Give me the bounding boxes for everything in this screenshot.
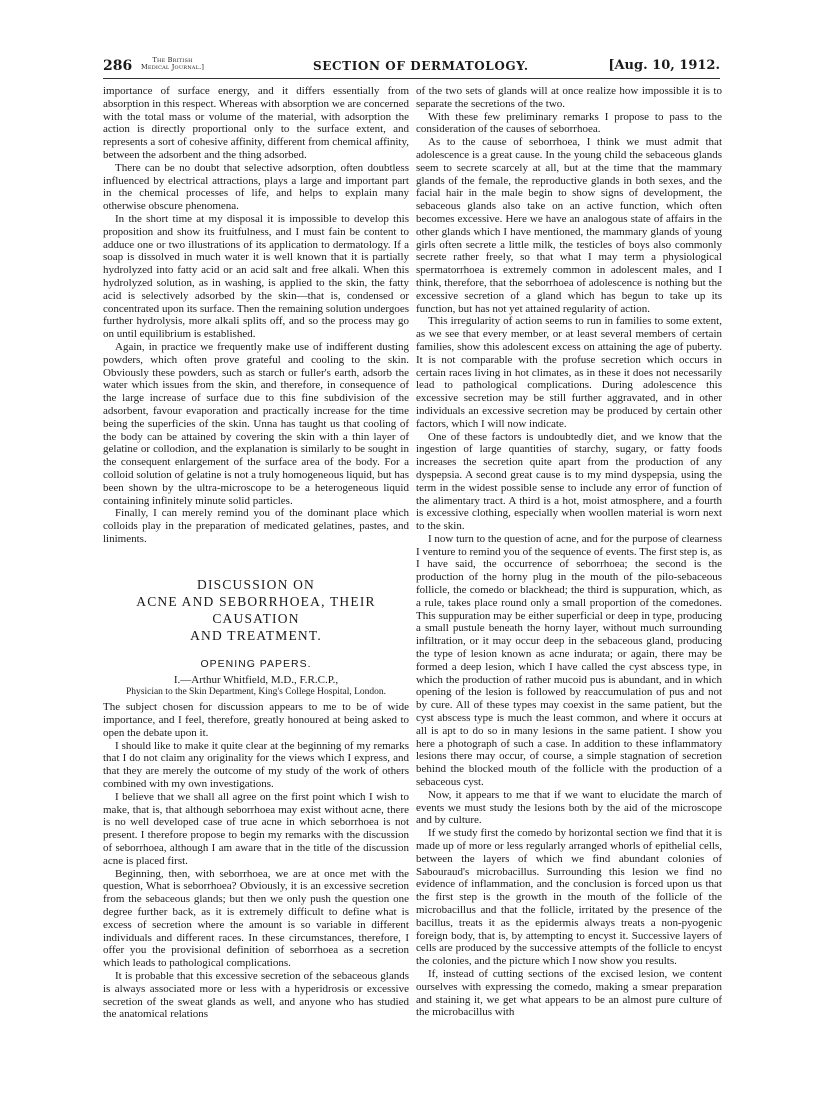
- paragraph: One of these factors is undoubtedly diet, and we know that the ingestion of large quantities of starchy, sugary, or fatty foods increases the secretion quite apart from the production of any dyspepsia. A second great cause is to my mind dyspepsia, using the term in the widest possible sense to include any error of function of the alimentary tract. A third is a hot, moist atmosphere, and a fourth is excessive clothing, especially when woollen material is worn next to the skin.: [416, 430, 722, 533]
- author-name: I.—Arthur Whitfield, M.D., F.R.C.P.,: [173, 674, 339, 687]
- page-header: [103, 58, 720, 80]
- paragraph: The subject chosen for discussion appears to me to be of wide importance, and I feel, therefore, greatly honoured at being asked to open the debate upon it.: [103, 701, 409, 739]
- author-affiliation: Physician to the Skin Department, King's College Hospital, London.: [125, 687, 387, 698]
- section-title: SECTION OF DERMATOLOGY.: [313, 59, 529, 73]
- heading-line: DISCUSSION ON: [197, 576, 315, 592]
- header-rule: [103, 78, 720, 79]
- left-column: [103, 85, 409, 1021]
- right-column: [416, 85, 722, 1019]
- journal-name-line2: Medical Journal.]: [141, 63, 205, 71]
- paragraph: If, instead of cutting sections of the excised lesion, we content ourselves with expressing the comedo, making a smear preparation and staining it, we get what appears to be an almost pure culture of the microbacillus with: [416, 967, 722, 1019]
- paragraph: I believe that we shall all agree on the first point which I wish to make, that is, that although seborrhoea may exist without acne, there is no well developed case of true acne in which seborrhoea is not present. I therefore propose to begin my remarks with the discussion of seborrhoea, although I am aware that in the title of the discussion acne is placed first.: [103, 790, 409, 867]
- paragraph: Again, in practice we frequently make use of indifferent dusting powders, which often prove grateful and cooling to the skin. Obviously these powders, such as starch or fuller's earth, adsorb the water which issues from the skin, and therefore, in consequence of the large increase of surface due to this fine subdivision of the adsorbent, favour evaporation and practically increase for the time being the superficies of the skin. Unna has taught us that cooling of the body can be attained by covering the skin with a thin layer of gelatine or collodion, and the explanation is similarly to be sought in the consequent enlargement of the surface area of the body. For a colloid solution of gelatine is not a truly homogeneous liquid, but has been shown by the ultra-microscope to be a heterogeneous liquid containing infinitely minute solid particles.: [103, 340, 409, 507]
- opening-papers-subheading: OPENING PAPERS.: [200, 657, 312, 670]
- paragraph: In the short time at my disposal it is impossible to develop this proposition and show its fruitfulness, and I must fain be content to adduce one or two illustrations of its application to dermatology. If a soap is dissolved in much water it is well known that it is partially hydrolyzed into fatty acid or an acid salt and free alkali. When this hydrolyzed solution, as in washing, is applied to the skin, the fatty acid is selectively adsorbed by the skin—that is, condensed or concentrated upon its surface. Then the remaining solution undergoes further hydrolysis, more alkali splits off, and so the process may go on until equilibrium is established.: [103, 212, 409, 341]
- journal-name-line1: The British: [152, 56, 193, 64]
- discussion-heading: [103, 576, 409, 644]
- paragraph: of the two sets of glands will at once realize how impossible it is to separate the secretions of the two.: [416, 85, 722, 110]
- heading-line: AND TREATMENT.: [190, 627, 322, 643]
- paragraph: If we study first the comedo by horizontal section we find that it is made up of more or less regularly arranged whorls of epithelial cells, between the layers of which we find abundant colonies of Sabouraud's microbacillus. Surrounding this lesion we find no evidence of inflammation, and the conclusion is forced upon us that the first step is the growth in the mouth of the follicle of the microbacillus and that the follicle, irritated by the presence of the bacillus, treats it as the epidermis always treats a non-pyogenic foreign body, that is, by attempting to encyst it. Successive layers of cells are produced by the successive attempts of the follicle to encyst the colonies, and the picture which I now show you results.: [416, 827, 722, 968]
- paragraph: It is probable that this excessive secretion of the sebaceous glands is always associated more or less with a hyperidrosis or excessive secretion of the sweat glands as well, and anyone who has studied the anatomical relations: [103, 970, 409, 1021]
- heading-line: ACNE AND SEBORRHOEA, THEIR CAUSATION: [136, 593, 376, 626]
- paragraph: As to the cause of seborrhoea, I think we must admit that adolescence is a great cause. In the young child the sebaceous glands seem to secrete scarcely at all, but at the time that the mammary glands of the female, the reproductive glands in both sexes, and the facial hair in the male begin to show signs of development, the sebaceous glands also take on an active function, which often becomes excessive. Here we have an analogous state of affairs in the other glands which I have mentioned, the mammary glands of young girls often secrete a little milk, the testicles of boys also commonly secrete rather freely, so that what I may term a physiological spermatorrhoea is extremely common in adolescent males, and I think, therefore, that the seborrhoea of adolescence is nothing but the excessive secretion of a gland which has begun to take up its function, but has not yet attained regularity of action.: [416, 136, 722, 315]
- paragraph: There can be no doubt that selective adsorption, often doubtless influenced by electrical attractions, plays a large and important part in the chemical processes of life, and helps to explain many otherwise obscure phenomena.: [103, 161, 409, 213]
- page-number: 286: [103, 58, 133, 74]
- paragraph: importance of surface energy, and it differs essentially from absorption in this respect. Whereas with absorption we are concerned with the total mass or volume of the material, with adsorption the action is directly proportional only to the surface extent, and represents a sort of cohesive affinity, different from chemical affinity, between the adsorbent and the thing adsorbed.: [103, 85, 409, 161]
- paragraph: Finally, I can merely remind you of the dominant place which colloids play in the preparation of medicated gelatines, pastes, and liniments.: [103, 507, 409, 545]
- paragraph: This irregularity of action seems to run in families to some extent, as we see that every member, or at least several members of certain families, show this adolescent excess on attaining the age of puberty. It is not comparable with the profuse secretion which occurs in certain races living in hot climates, as in these it does not necessarily lead to pathological complications. During adolescence this excessive secretion may be still further aggravated, and in other individuals an excessive secretion may be produced by certain other factors, which I will now indicate.: [416, 315, 722, 430]
- paragraph: I now turn to the question of acne, and for the purpose of clearness I venture to remind you of the sequence of events. The first step is, as I have said, the occurrence of seborrhoea; the second is the production of the horny plug in the mouth of the pilo-sebaceous follicle, the comedo or blackhead; the third is suppuration, which, as a rule, takes place round only a small proportion of the comedones. This suppuration may be either superficial or deep in type, producing a small pustule beneath the horny layer, without much surrounding infiltration, or it may occur deep in the sebaceous gland, producing the type of lesion known as acne indurata; or again, there may be formed a deep lesion, which I have called the cyst abscess type, in which the production of rather mucoid pus is abundant, and in which opening of the lesion is followed by reaccumulation of pus and not by cure. All of these types may coexist in the same patient, but the cyst abscess type is much the least common, and where it occurs at all is apt to do so in many lesions in the same patient. I show you here a photograph of such a case. In addition to these inflammatory lesions there may occur, of course, a simple stagnation of secretion behind the blocked mouth of the follicle with the production of a sebaceous cyst.: [416, 532, 722, 789]
- paragraph: Beginning, then, with seborrhoea, we are at once met with the question, What is seborrhoea? Obviously, it is an excessive secretion from the sebaceous glands; but then we only push the question one degree further back, as it is extremely difficult to define what is excess of secretion where the amount is so variable in different individuals and different races. In these circumstances, therefore, I offer you the provisional definition of seborrhoea as a secretion which leads to pathological complications.: [103, 867, 409, 970]
- paragraph: With these few preliminary remarks I propose to pass to the consideration of the causes of seborrhoea.: [416, 110, 722, 136]
- issue-date: [Aug. 10, 1912.: [608, 58, 720, 73]
- paragraph: I should like to make it quite clear at the beginning of my remarks that I do not claim any originality for the views which I express, and that they are merely the outcome of my study of the work of others combined with my own investigations.: [103, 739, 409, 791]
- paragraph: Now, it appears to me that if we want to elucidate the march of events we must study the lesions both by the aid of the microscope and by culture.: [416, 788, 722, 827]
- journal-name: [141, 57, 204, 71]
